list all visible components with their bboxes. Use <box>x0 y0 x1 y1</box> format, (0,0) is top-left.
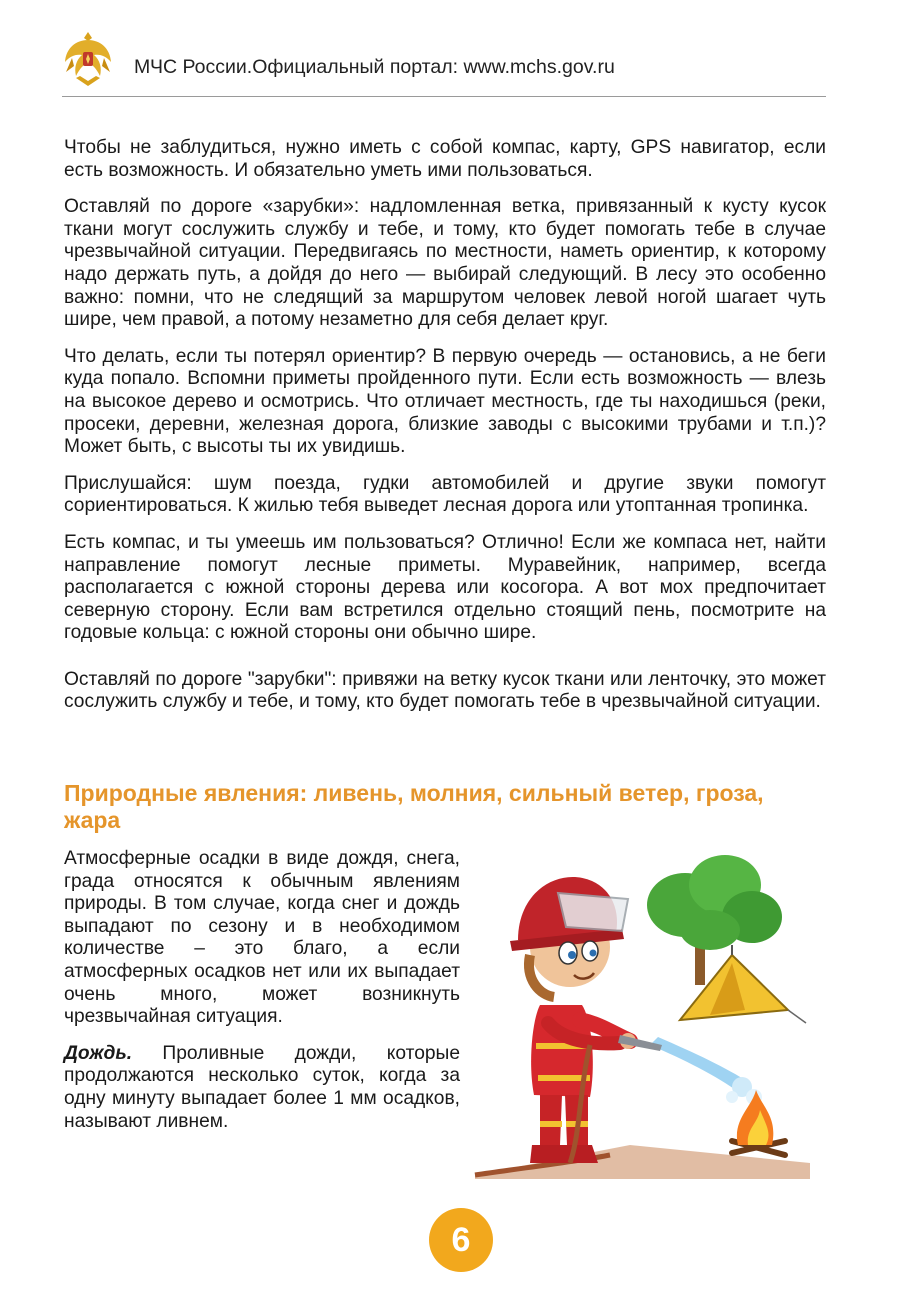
paragraph: Оставляй по дороге "зарубки": привяжи на ветку кусок ткани или ленточку, это может сослужить службу и тебе, и тому, кто будет помогать тебе в чрезвычайной ситуации. <box>64 668 826 713</box>
header-title: МЧС России.Официальный портал: www.mchs.gov.ru <box>134 56 615 78</box>
page-number-badge: 6 <box>429 1208 493 1272</box>
mchs-emblem-icon <box>62 28 114 90</box>
firefighter-extinguishing-campfire-icon <box>470 845 820 1183</box>
paragraph: Оставляй по дороге «зарубки»: надломленная ветка, привязанный к кусту кусок ткани могут сослужить службу и тебе, и тому, кто будет помогать тебе в случае чрезвычайной ситуации. Передвигаясь по местности, наметь ориентир, к которому надо держать путь, а дойдя до него — выбирай следующий. В лесу это особенно важно: помни, что не следящий за маршрутом человек левой ногой шагает чуть шире, чем правой, а потому незаметно для себя делает круг. <box>64 196 826 331</box>
rain-text: Проливные дожди, которые продолжаются несколько суток, когда за одну минуту выпадает более 1 мм осадков, называют ливнем. <box>64 1042 460 1132</box>
section-intro: Атмосферные осадки в виде дождя, снега, града относятся к обычным явлениям природы. В том случае, когда снег и дождь выпадают по сезону и в необходимом количестве – это благо, а если атмосферных осадков нет или их выпадает очень много, может возникнуть чрезвычайная ситуация. <box>64 848 460 1028</box>
paragraph: Прислушайся: шум поезда, гудки автомобилей и другие звуки помогут сориентироваться. К жилью тебя выведет лесная дорога или утоптанная тропинка. <box>64 472 826 517</box>
paragraph: Что делать, если ты потерял ориентир? В первую очередь — остановись, а не беги куда попало. Вспомни приметы пройденного пути. Если есть возможность — влезь на высокое дерево и осмотрись. Что отличает местность, где ты находишься (реки, просеки, деревни, железная дорога, близкие заводы с высокими трубами и т.п.)? Может быть, с высоты ты их увидишь. <box>64 345 826 458</box>
paragraph: Чтобы не заблудиться, нужно иметь с собой компас, карту, GPS навигатор, если есть возможность. И обязательно уметь ими пользоваться. <box>64 137 826 181</box>
page-header <box>62 26 826 97</box>
section-heading: Природные явления: ливень, молния, сильный ветер, гроза, жара <box>64 780 764 833</box>
paragraph: Есть компас, и ты умеешь им пользоваться? Отлично! Если же компаса нет, найти направление помогут лесные приметы. Муравейник, например, всегда располагается с южной стороны дерева или косогора. А вот мох предпочитает северную сторону. Если вам встретился отдельно стоящий пень, посмотрите на годовые кольца: с южной стороны они обычно шире. <box>64 531 826 644</box>
rain-paragraph <box>64 1043 460 1133</box>
article-body <box>64 137 826 728</box>
section-body <box>64 848 460 1147</box>
rain-term: Дождь. <box>64 1042 133 1064</box>
